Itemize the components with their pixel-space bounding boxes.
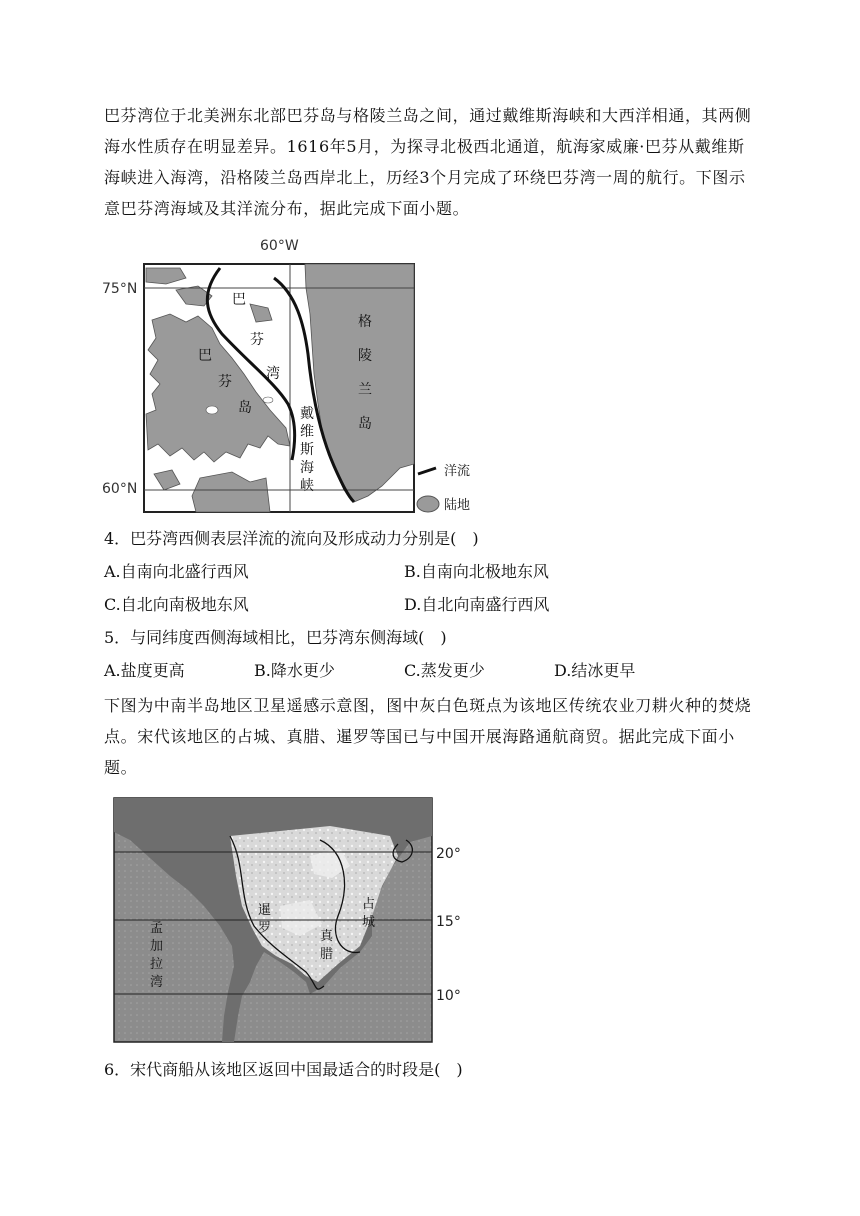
legend-current-symbol [418, 468, 436, 474]
legend-land-symbol [417, 496, 439, 512]
strait-char-4: 海 [300, 460, 314, 476]
q5-option-d[interactable]: D.结冰更早 [554, 661, 636, 680]
island-char-1: 巴 [198, 348, 212, 364]
indochina-satellite-map [110, 796, 480, 1048]
passage-baffin-bay: 巴芬湾位于北美洲东北部巴芬岛与格陵兰岛之间，通过戴维斯海峡和大西洋相通，其两侧海水性质存在明显差异。1616年5月，为探寻北极西北通道，航海家威廉·巴芬从戴维斯海峡进入海湾，沿格陵兰岛西岸北上，历经3个月完成了环绕巴芬湾一周的航行。下图示意巴芬湾海域及其洋流分布，据此完成下面小题。 [104, 106, 752, 218]
legend-land-label: 陆地 [444, 498, 471, 513]
question-4-stem: 4．巴芬湾西侧表层洋流的流向及形成动力分别是( ) [104, 529, 479, 548]
greenland-char-3: 兰 [358, 382, 372, 398]
baffin-bay-map [100, 234, 480, 520]
lat-10-label: 10° [436, 988, 461, 1004]
island-char-2: 芬 [218, 374, 232, 390]
bengal-char-2: 加 [150, 939, 164, 954]
lon-60w-label: 60°W [260, 238, 299, 254]
siam-char-1: 暹 [258, 903, 272, 918]
bay-char-2: 芬 [250, 332, 264, 348]
greenland-char-1: 格 [358, 314, 372, 330]
bengal-char-3: 拉 [150, 957, 164, 972]
champa-char-2: 城 [362, 915, 376, 930]
passage-indochina: 下图为中南半岛地区卫星遥感示意图，图中灰白色斑点为该地区传统农业刀耕火种的焚烧点。宋代该地区的占城、真腊、暹罗等国已与中国开展海路通航商贸。据此完成下面小题。 [104, 696, 752, 777]
lat-15-label: 15° [436, 914, 461, 930]
bay-char-1: 巴 [232, 292, 246, 308]
map-legend [417, 463, 470, 513]
q5-option-c[interactable]: C.蒸发更少 [404, 661, 485, 680]
siam-char-2: 罗 [258, 921, 272, 936]
zhenla-char-1: 真 [320, 929, 334, 944]
legend-current-label: 洋流 [444, 464, 471, 479]
bay-char-3: 湾 [266, 366, 280, 382]
lat-75n-label: 75°N [102, 281, 138, 297]
island-char-3: 岛 [238, 400, 252, 416]
strait-char-2: 维 [300, 424, 314, 440]
q4-option-a[interactable]: A.自南向北盛行西风 [104, 562, 249, 581]
strait-char-1: 戴 [300, 406, 314, 422]
bengal-char-1: 孟 [150, 921, 164, 936]
q4-option-b[interactable]: B.自南向北极地东风 [404, 562, 549, 581]
question-5-stem: 5．与同纬度西侧海域相比，巴芬湾东侧海域( ) [104, 628, 447, 647]
greenland-char-2: 陵 [358, 348, 372, 364]
question-6-stem: 6．宋代商船从该地区返回中国最适合的时段是( ) [104, 1060, 463, 1079]
champa-char-1: 占 [362, 897, 376, 912]
q5-option-a[interactable]: A.盐度更高 [104, 661, 185, 680]
q4-option-d[interactable]: D.自北向南盛行西风 [404, 595, 550, 614]
greenland-char-4: 岛 [358, 416, 372, 432]
lat-60n-label: 60°N [102, 481, 138, 497]
strait-char-5: 峡 [300, 478, 314, 494]
strait-char-3: 斯 [300, 442, 314, 458]
lat-20-label: 20° [436, 846, 461, 862]
q5-option-b[interactable]: B.降水更少 [254, 661, 335, 680]
bengal-char-4: 湾 [150, 975, 164, 990]
q4-option-c[interactable]: C.自北向南极地东风 [104, 595, 249, 614]
zhenla-char-2: 腊 [320, 947, 334, 962]
